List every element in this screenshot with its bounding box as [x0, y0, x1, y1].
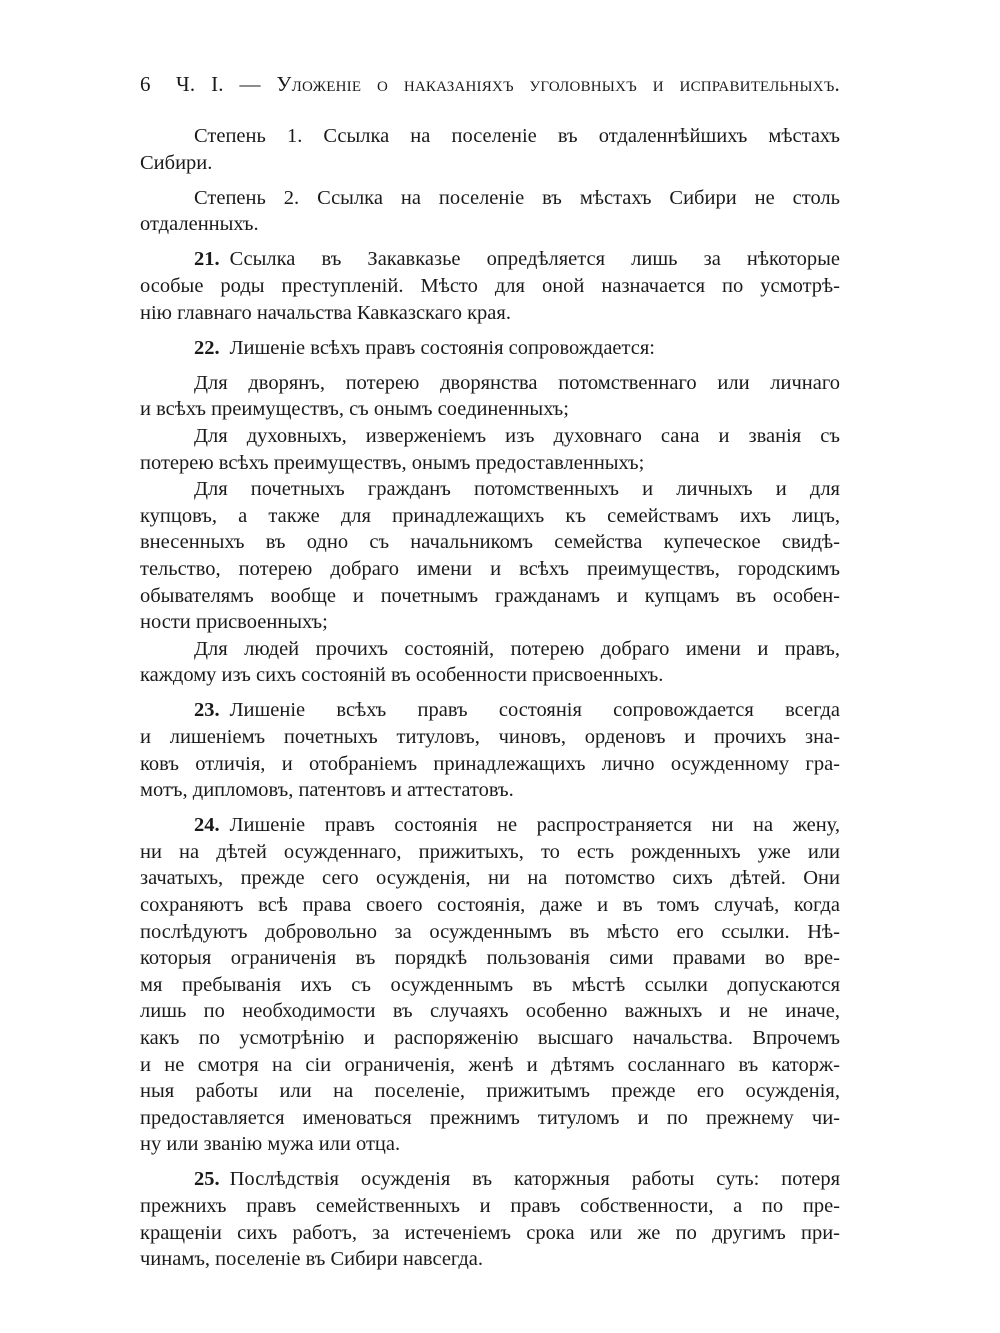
text-line [140, 1078, 840, 1105]
line-text: потерею всѣхъ преимуществъ, онымъ предоставленныхъ; [140, 451, 645, 474]
paragraph [140, 370, 840, 423]
line-text: Сибири. [140, 151, 213, 174]
line-text: Лишеніе всѣхъ правъ состоянія сопровождается всегда [229, 699, 840, 722]
text-line [140, 423, 840, 450]
line-text: какъ по усмотрѣнію и распоряженію высшаго начальства. Впрочемъ [140, 1027, 840, 1049]
text-line [140, 370, 840, 397]
line-text: Ссылка въ Закавказье опредѣляется лишь за нѣкоторые [229, 248, 840, 271]
paragraph [140, 636, 840, 689]
article-24 [140, 812, 840, 1158]
article-number: 23. [194, 699, 220, 722]
line-text: Степень 2. Ссылка на поселеніе въ мѣстахъ Сибири не столь [194, 186, 840, 209]
text-line [140, 450, 840, 477]
line-text: послѣдуютъ добровольно за осужденнымъ въ мѣсто его ссылки. Нѣ- [140, 920, 840, 943]
paragraph [140, 185, 840, 238]
text-line [140, 1052, 840, 1079]
line-text: прежнихъ правъ семейственныхъ и правъ собственности, а по пре- [140, 1195, 840, 1218]
line-text: отдаленныхъ. [140, 213, 259, 236]
line-text: Для духовныхъ, изверженіемъ изъ духовнаго сана и званія съ [194, 424, 840, 447]
article-22 [140, 335, 840, 362]
text-line [140, 972, 840, 999]
line-text: и всѣхъ преимуществъ, съ онымъ соединенныхъ; [140, 398, 569, 421]
line-text: лишь по необходимости въ случаяхъ особенно важныхъ и не иначе, [140, 1000, 840, 1023]
text-line [140, 919, 840, 946]
text-line [140, 724, 840, 751]
text-line [140, 335, 840, 362]
page-body [140, 123, 840, 1281]
line-text: ни на дѣтей осужденнаго, прижитыхъ, то есть рожденныхъ уже или [140, 840, 840, 863]
text-line [140, 246, 840, 273]
line-text: чинамъ, поселеніе въ Сибири навсегда. [140, 1248, 483, 1271]
line-text: купцовъ, а также для принадлежащихъ къ семействамъ ихъ лицъ, [140, 504, 840, 527]
text-line [140, 1131, 840, 1158]
line-text: Послѣдствія осужденія въ каторжныя работы суть: потеря [229, 1168, 840, 1191]
line-text: ковъ отличія, и отобраніемъ принадлежащихъ лично осужденному гра- [140, 752, 840, 775]
article-number: 21. [194, 248, 220, 271]
line-text: Для дворянъ, потерею дворянства потомственнаго или личнаго [194, 371, 840, 394]
line-text: Степень 1. Ссылка на поселеніе въ отдаленнѣйшихъ мѣстахъ [194, 125, 840, 147]
text-line [140, 300, 840, 327]
line-text: сохраняютъ всѣ права своего состоянія, даже и въ томъ случаѣ, когда [140, 894, 840, 917]
article-23 [140, 697, 840, 803]
line-text: кращеніи сихъ работъ, за истеченіемъ срока или же по другимъ при- [140, 1221, 840, 1244]
text-line [140, 583, 840, 610]
text-line [140, 609, 840, 636]
line-text: особые роды преступленій. Мѣсто для оной назначается по усмотрѣ- [140, 274, 840, 297]
line-text: ности присвоенныхъ; [140, 611, 328, 634]
text-line [140, 529, 840, 556]
article-number: 24. [194, 814, 220, 837]
text-line [140, 1246, 840, 1273]
line-text: Лишеніе всѣхъ правъ состоянія сопровождается: [229, 336, 655, 359]
text-line [140, 211, 840, 238]
article-25 [140, 1166, 840, 1272]
text-line [140, 1105, 840, 1132]
line-text: зачатыхъ, прежде сего осужденія, ни на потомство сихъ дѣтей. Они [140, 867, 840, 890]
paragraph [140, 423, 840, 476]
paragraph [140, 476, 840, 636]
text-line [140, 1220, 840, 1247]
text-line [140, 697, 840, 724]
text-line [140, 556, 840, 583]
article-number: 25. [194, 1168, 220, 1191]
article-21 [140, 246, 840, 326]
line-text: ныя работы или на поселеніе, прижитымъ прежде его осужденія, [140, 1080, 840, 1103]
line-text: каждому изъ сихъ состояній въ особенности присвоенныхъ. [140, 664, 664, 687]
running-header [140, 72, 840, 100]
line-text: и лишеніемъ почетныхъ титуловъ, чиновъ, орденовъ и прочихъ зна- [140, 725, 840, 748]
line-text: которыя ограниченія въ порядкѣ пользованія сими правами во вре- [140, 947, 840, 970]
text-line [140, 839, 840, 866]
line-text: нію главнаго начальства Кавказскаго края. [140, 301, 511, 324]
text-line [140, 777, 840, 804]
line-text: мотъ, дипломовъ, патентовъ и аттестатовъ. [140, 779, 514, 802]
text-line [140, 1166, 840, 1193]
text-line [140, 945, 840, 972]
line-text: Для людей прочихъ состояній, потерею добраго имени и правъ, [194, 637, 840, 660]
text-line [140, 150, 840, 177]
text-line [140, 1193, 840, 1220]
text-line [140, 998, 840, 1025]
page-number: 6 [140, 72, 151, 96]
text-line [140, 892, 840, 919]
article-number: 22. [194, 336, 220, 359]
text-line [140, 503, 840, 530]
line-text: ну или званію мужа или отца. [140, 1133, 401, 1156]
text-line [140, 751, 840, 778]
running-title: Ч. I. — Уложеніе о наказаніяхъ уголовныхъ и исправительныхъ. [176, 72, 840, 96]
text-line [140, 636, 840, 663]
text-line [140, 123, 840, 150]
line-text: Лишеніе правъ состоянія не распространяется ни на жену, [229, 814, 840, 837]
text-line [140, 185, 840, 212]
text-line [140, 662, 840, 689]
text-line [140, 273, 840, 300]
line-text: предоставляется именоваться прежнимъ титуломъ и по прежнему чи- [140, 1106, 840, 1129]
text-line [140, 812, 840, 839]
line-text: внесенныхъ въ одно съ начальникомъ семейства купеческое свидѣ- [140, 531, 840, 554]
line-text: Для почетныхъ гражданъ потомственныхъ и личныхъ и для [194, 478, 840, 501]
line-text: обывателямъ вообще и почетнымъ гражданамъ и купцамъ въ особен- [140, 584, 840, 607]
text-line [140, 865, 840, 892]
text-line [140, 476, 840, 503]
paragraph [140, 123, 840, 176]
text-line [140, 396, 840, 423]
line-text: и не смотря на сіи ограниченія, женѣ и дѣтямъ сосланнаго въ каторж- [140, 1053, 840, 1076]
line-text: мя пребыванія ихъ съ осужденнымъ въ мѣстѣ ссылки допускаются [140, 973, 840, 996]
text-line [140, 1025, 840, 1052]
line-text: тельство, потерею добраго имени и всѣхъ преимуществъ, городскимъ [140, 557, 840, 580]
